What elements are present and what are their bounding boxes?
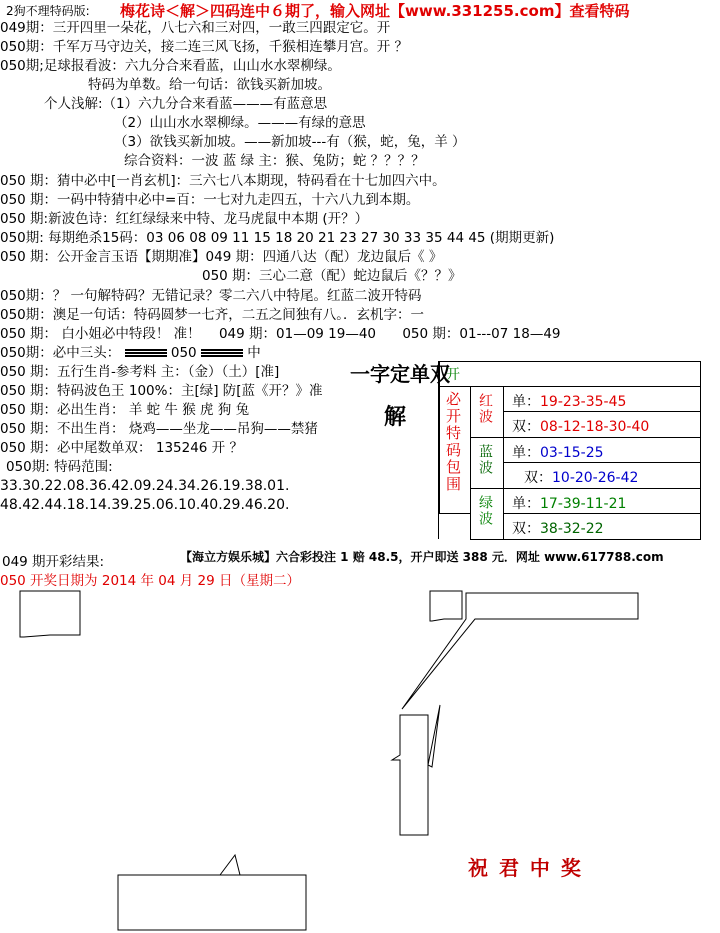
promo-banner[interactable]: 梅花诗＜解＞四码连中６期了，输入网址【www.331255.com】查看特码	[120, 2, 630, 20]
line-aussie: 050期：澳足一句话：特码圆梦一七齐，二五之间独有八。．玄机字：一	[0, 307, 425, 323]
blue-double: 10-20-26-42	[552, 470, 639, 486]
line-summary: 综合资料：一波 蓝 绿 主：猴、兔防；蛇 ？？？？	[124, 153, 425, 169]
red-double: 08-12-18-30-40	[540, 419, 650, 435]
tall-callout	[392, 715, 428, 835]
left-callout	[20, 591, 80, 637]
three-heads-label: 050期：必中三头：	[0, 345, 121, 361]
red-single: 19-23-35-45	[540, 394, 627, 410]
red-wave-label: 红波	[470, 386, 504, 438]
line-single-hint: 特码为单数。给一句话：欲钱买新加坡。	[88, 77, 331, 93]
line-kill-numbers: 050期: 每期绝杀15码：03 06 08 09 11 15 18 20 21 23 27 30 33 35 44 45 (期期更新)	[0, 230, 555, 246]
black-bar-icon-2	[201, 349, 243, 357]
bottom-callout	[118, 875, 306, 930]
white-lady-050: 050 期：01---07 18—49	[402, 326, 561, 342]
line-interp-3: （3）欲钱买新加坡。——新加坡---有（猴，蛇，兔，羊 ）	[114, 134, 466, 150]
line-range-1: 33.30.22.08.36.42.09.24.34.26.19.38.01.	[0, 478, 290, 494]
white-lady-label: 050 期： 白小姐必中特段！ 准！	[0, 326, 201, 342]
blessing: 祝 君 中 奖	[468, 856, 583, 880]
three-heads-mid: 050	[170, 345, 197, 361]
draw-date: 050 开奖日期为 2014 年 04 月 29 日（星期二）	[0, 573, 301, 589]
table-label: 必开特码包围	[439, 386, 471, 514]
line-five-elements: 050 期：五行生肖-参考料 主：（金）（土）[准]	[0, 364, 280, 380]
side-title: 一字定单双	[350, 362, 450, 386]
wave-table	[438, 361, 701, 539]
line-wave-king: 050 期：特码波色王 100%：主[绿] 防[蓝《开？》准	[0, 383, 323, 399]
line-golden-words: 050 期：公开金言玉语【期期准】049 期：四通八达（配）龙边鼠后《 》	[0, 249, 443, 265]
ad-banner[interactable]: 【海立方娱乐城】六合彩投注 1 赔 48.5，开户即送 388 元．网址 www.617788.com	[180, 550, 664, 564]
blue-single-row: 单：03-15-25	[503, 437, 701, 463]
site-title: 2狗不理特码版:	[6, 4, 90, 18]
callout-shapes	[0, 585, 720, 933]
green-double: 38-32-22	[540, 521, 604, 537]
line-one-code: 050 期：一码中特猜中必中=百：一七对九走四五，十六八九到本期。	[0, 192, 420, 208]
blue-wave-label: 蓝波	[470, 437, 504, 489]
red-double-row: 双：08-12-18-30-40	[503, 411, 701, 438]
blue-single: 03-15-25	[540, 445, 604, 461]
line-three-heads	[0, 344, 261, 362]
line-050-poem: 050期：千军万马守边关，接二连三风飞扬，千猴相连攀月宫。开 ？	[0, 39, 409, 55]
three-heads-end: 中	[247, 345, 261, 361]
line-no-zodiac: 050 期：不出生肖： 烧鸡——坐龙——吊狗——禁猪	[0, 421, 318, 437]
line-interp-1: 个人浅解:（1）六九分合来看蓝———有蓝意思	[44, 96, 328, 112]
green-double-row: 双：38-32-22	[503, 513, 701, 540]
line-riddle: 050 期：猜中必中[一肖玄机]：三六七八本期现，特码看在十七加四六中。	[0, 173, 446, 189]
line-one-sentence: 050期：？ 一句解特码？无错记录？零二六八中特尾。红蓝二波开特码	[0, 288, 422, 304]
line-football: 050期;足球报看波：六九分合来看蓝，山山水水翠柳绿。	[0, 58, 341, 74]
green-single: 17-39-11-21	[540, 496, 627, 512]
result-label: 049 期开彩结果:	[2, 554, 105, 570]
blue-double-row: 双：10-20-26-42	[503, 462, 701, 489]
line-wave-poem: 050 期:新波色诗：红红绿绿来中特、龙马虎鼠中本期 (开？）	[0, 211, 369, 227]
table-open: 开	[439, 361, 701, 387]
black-bar-icon	[125, 349, 167, 357]
line-golden-words-050: 050 期：三心二意（配）蛇边鼠后《？？》	[202, 268, 462, 284]
white-lady-049: 049 期：01—09 19—40	[218, 326, 377, 342]
small-callout	[430, 591, 462, 621]
line-049-poem: 049期：三开四里一朵花，八七六和三对四，一敢三四跟定它。开	[0, 20, 391, 36]
line-range-title: 050期: 特码范围:	[6, 459, 113, 475]
line-interp-2: （2）山山水水翠柳绿。———有绿的意思	[114, 115, 366, 131]
line-tail-number: 050 期：必中尾数单双： 135246 开 ？	[0, 440, 243, 456]
line-range-2: 48.42.44.18.14.39.25.06.10.40.29.46.20.	[0, 497, 290, 513]
side-title-2: 解	[384, 405, 407, 430]
red-single-row: 单：19-23-35-45	[503, 386, 701, 412]
line-must-zodiac: 050 期：必出生肖： 羊 蛇 牛 猴 虎 狗 兔	[0, 402, 250, 418]
green-single-row: 单：17-39-11-21	[503, 488, 701, 514]
green-wave-label: 绿波	[470, 488, 504, 540]
line-white-lady	[0, 325, 561, 343]
